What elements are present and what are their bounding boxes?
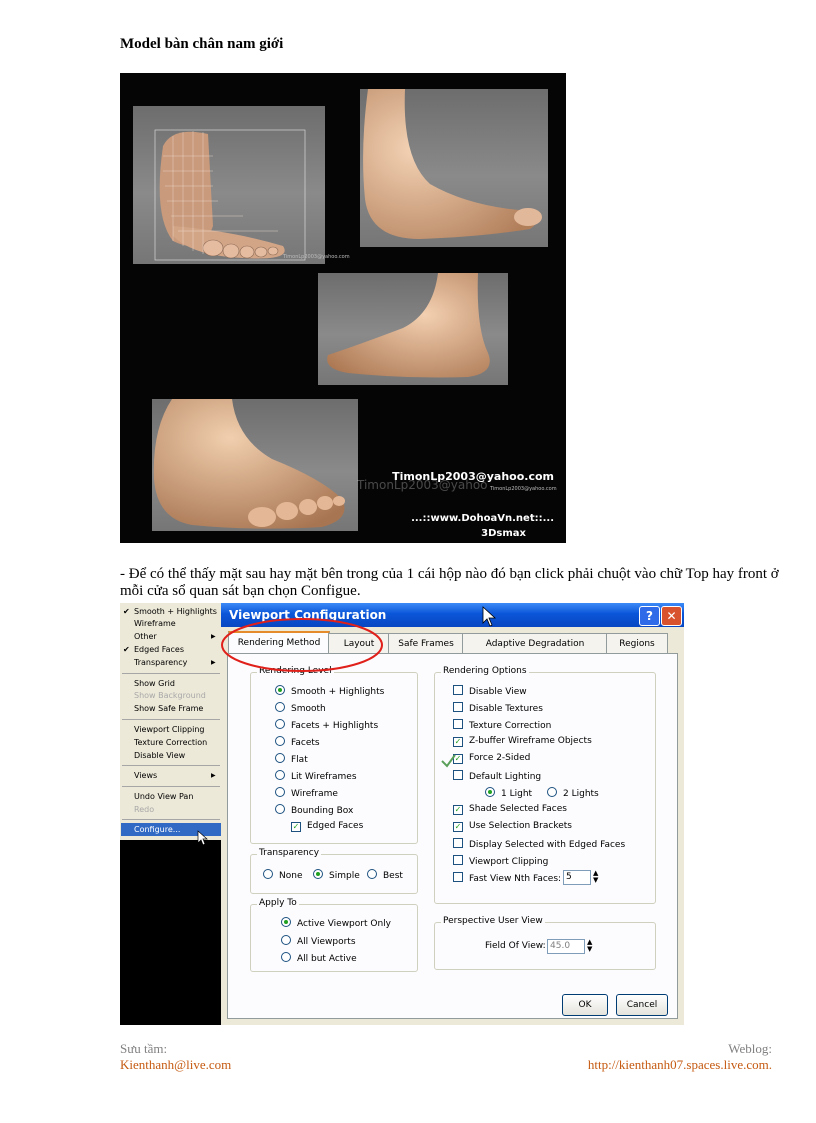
mouse-cursor-icon [198,831,207,845]
dialog-title: Viewport Configuration [229,608,387,622]
menu-item-texture-correction[interactable]: Texture Correction [134,738,208,747]
checkbox-edged-faces[interactable]: ✓ Edged Faces [292,821,364,831]
transparency-label: Transparency [259,848,320,858]
close-button[interactable]: ✕ [661,606,682,626]
checkbox-display-selected-edged[interactable]: Display Selected with Edged Faces [453,838,625,850]
instruction-paragraph: - Để có thể thấy mặt sau hay mặt bên trong của 1 cái hộp nào đó bạn click phải chuột vào chữ Top hay front ở mỗi cửa sổ quan sát bạn chọn Configue. [120,566,779,599]
radio-wireframe[interactable]: Wireframe [275,787,338,799]
menu-item-edged-faces[interactable]: Edged Faces [134,645,185,654]
radio-2-lights[interactable]: 2 Lights [547,787,599,799]
menu-item-smooth-highlights[interactable]: Smooth + Highlights [134,607,217,616]
checkbox-shade-selected-faces[interactable]: ✓ Shade Selected Faces [454,804,567,814]
checkbox-force-2-sided[interactable]: ✓ Force 2-Sided [454,753,531,763]
spinner-arrows-icon[interactable]: ▲ ▼ [587,938,593,953]
foot-perspective-render [152,399,358,531]
checkbox-fast-view-nth-faces[interactable]: Fast View Nth Faces: [453,872,561,884]
checkbox-viewport-clipping[interactable]: Viewport Clipping [453,855,548,867]
checkbox-zbuffer-wireframe[interactable]: ✓ Z-buffer Wireframe Objects [454,736,592,746]
foot-profile-render [318,273,508,385]
radio-smooth[interactable]: Smooth [275,702,326,714]
author-watermark: TimonLp2003@yahoo.com [392,470,554,483]
menu-item-other[interactable]: Other [134,632,157,641]
small-watermark: TimonLp2003@yahoo.com [490,486,557,492]
side-view-panel-middle [318,273,508,385]
help-button[interactable]: ? [639,606,660,626]
checkmark-icon: ✓ [454,805,462,814]
footer-weblog-link[interactable]: http://kienthanh07.spaces.live.com. [587,1057,772,1072]
menu-item-show-background: Show Background [134,691,206,700]
menu-item-transparency[interactable]: Transparency [134,658,188,667]
radio-1-light[interactable]: 1 Light [485,787,532,799]
checkmark-icon: ✓ [292,822,300,831]
radio-transparency-best[interactable]: Best [367,869,403,881]
checkbox-default-lighting[interactable]: Default Lighting [453,770,541,782]
rendering-options-label: Rendering Options [443,666,527,676]
ok-button[interactable]: OK [562,994,608,1016]
check-annotation-icon [442,755,455,766]
radio-facets-highlights[interactable]: Facets + Highlights [275,719,378,731]
page-title: Model bàn chân nam giới [120,36,284,52]
cancel-button[interactable]: Cancel [616,994,668,1016]
menu-item-viewport-clipping[interactable]: Viewport Clipping [134,725,205,734]
menu-item-disable-view[interactable]: Disable View [134,751,186,760]
perspective-view-panel [152,399,358,531]
submenu-arrow-icon: ▶ [211,659,216,666]
side-view-panel-top [360,89,548,247]
spinner-arrows-icon[interactable]: ▲ ▼ [593,869,599,884]
radio-lit-wireframes[interactable]: Lit Wireframes [275,770,357,782]
field-of-view-label: Field Of View: [485,941,546,951]
product-watermark: 3Dsmax [481,528,526,539]
footer-email-link[interactable]: Kienthanh@live.com [120,1057,232,1072]
tab-safe-frames[interactable]: Safe Frames [388,633,464,654]
radio-bounding-box[interactable]: Bounding Box [275,804,353,816]
site-watermark: ...::www.DohoaVn.net::... [411,513,554,524]
radio-transparency-none[interactable]: None [263,869,302,881]
checkmark-icon: ✓ [454,754,462,763]
menu-item-show-grid[interactable]: Show Grid [134,679,175,688]
perspective-label: Perspective User View [443,916,543,926]
check-icon: ✔ [123,607,130,616]
red-circle-highlight [222,619,382,671]
ghost-watermark: TimonLp2003@yahoo [357,478,488,492]
radio-all-viewports[interactable]: All Viewports [281,935,356,947]
radio-all-but-active[interactable]: All but Active [281,952,357,964]
viewport-config-screenshot [120,603,684,1025]
radio-facets[interactable]: Facets [275,736,320,748]
radio-transparency-simple[interactable]: Simple [313,869,360,881]
apply-to-label: Apply To [259,898,297,908]
menu-item-wireframe[interactable]: Wireframe [134,619,176,628]
checkbox-use-selection-brackets[interactable]: ✓ Use Selection Brackets [454,821,572,831]
annotation-overlay [120,603,684,1025]
menu-item-redo: Redo [134,805,155,814]
foot-side-render [360,89,548,247]
checkmark-icon: ✓ [454,737,462,746]
wireframe-view-panel [133,106,350,264]
wireframe-foot-illustration [133,106,325,264]
mouse-cursor-icon [483,607,495,626]
radio-active-viewport-only[interactable]: Active Viewport Only [281,917,391,929]
field-of-view-input[interactable]: 45.0 [547,939,585,954]
tab-rendering-method[interactable]: Rendering Method [228,631,330,656]
checkmark-icon: ✓ [454,822,462,831]
footer-collected-label: Sưu tầm: [120,1041,168,1056]
footer-left [120,1041,231,1073]
submenu-arrow-icon: ▶ [211,772,216,779]
menu-item-views[interactable]: Views [134,771,158,780]
checkbox-disable-textures[interactable]: Disable Textures [453,702,543,714]
menu-item-show-safe-frame[interactable]: Show Safe Frame [134,704,204,713]
checkbox-disable-view[interactable]: Disable View [453,685,527,697]
radio-smooth-highlights[interactable]: Smooth + Highlights [275,685,384,697]
menu-item-configure[interactable]: Configure... [134,825,181,834]
submenu-arrow-icon: ▶ [211,633,216,640]
menu-item-undo-view-pan[interactable]: Undo View Pan [134,792,194,801]
footer-right [588,1041,772,1073]
tab-adaptive-degradation[interactable]: Adaptive Degradation [462,633,608,654]
rendering-level-label: Rendering Level [259,666,332,676]
foot-render-image [120,73,566,543]
checkbox-texture-correction[interactable]: Texture Correction [453,719,551,731]
viewport-caption: TimonLp2003@yahoo.com [283,254,350,260]
radio-flat[interactable]: Flat [275,753,308,765]
tab-regions[interactable]: Regions [606,633,668,654]
tab-layout[interactable]: Layout [328,633,390,654]
footer-weblog-label: Weblog: [728,1041,772,1056]
nth-faces-spinner[interactable]: 5 [563,870,591,885]
check-icon: ✔ [123,645,130,654]
